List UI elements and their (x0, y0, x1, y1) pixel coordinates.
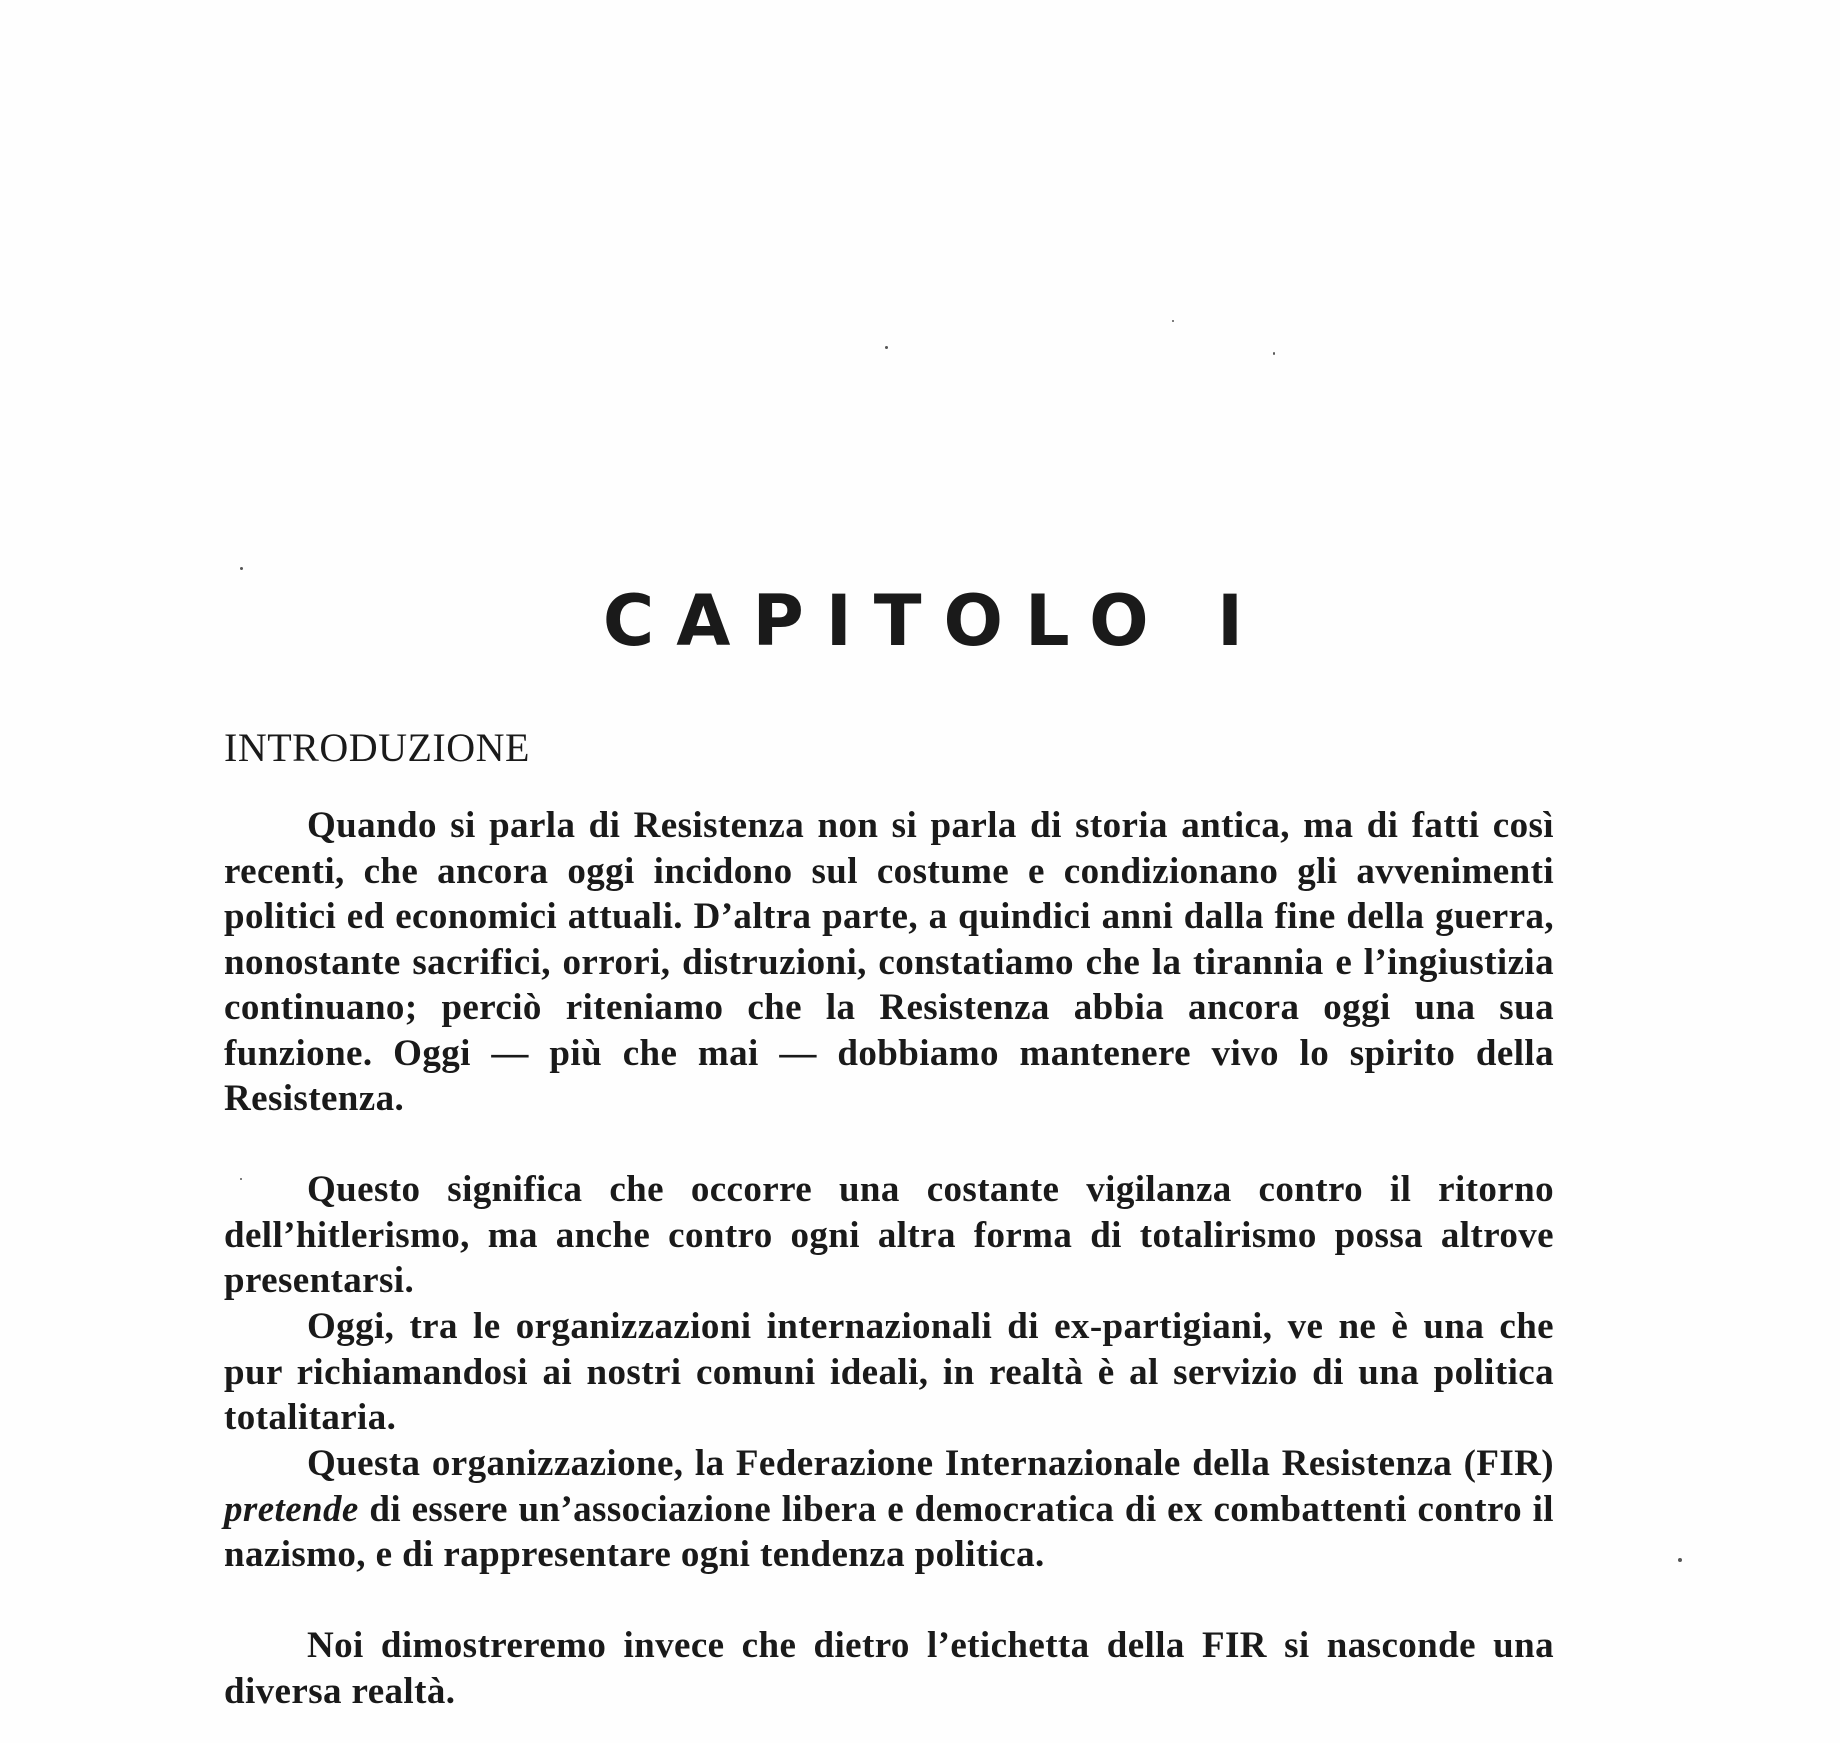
scan-speck (1678, 1558, 1682, 1562)
paragraph-3: Oggi, tra le organizzazioni internazionali di ex-partigiani, ve ne è una che pur richiamandosi ai nostri comuni ideali, in realtà è al servizio di una politica totalitaria. (224, 1306, 1554, 1438)
paragraph-2: Questo significa che occorre una costante vigilanza contro il ritorno dell’hitlerismo, ma anche contro ogni altra forma di totalirismo possa altrove presentarsi. (224, 1169, 1554, 1301)
paragraph-4-end: di essere un’associazione libera e democratica di ex combattenti contro il nazismo, e di rappresentare ogni tendenza politica. (224, 1488, 1554, 1575)
paragraph-1: Quando si parla di Resistenza non si parla di storia antica, ma di fatti così recenti, che ancora oggi incidono sul costume e condizionano gli avvenimenti politici ed economici attuali. D’altra parte, a quindici anni dalla fine della guerra, nonostante sacrifici, orrori, distruzioni, constatiamo che la tirannia e l’ingiustizia continuano; perciò riteniamo che la Resistenza abbia ancora oggi una sua funzione. Oggi — più che mai — dobbiamo mantenere vivo lo spirito della Resistenza. (224, 805, 1554, 1119)
paragraph-4-start: Questa organizzazione, la Federazione Internazionale della Resistenza (FIR) (307, 1443, 1554, 1484)
paragraph-5: Noi dimostreremo invece che dietro l’etichetta della FIR si nasconde una diversa realtà. (224, 1625, 1554, 1712)
scan-speck (240, 1178, 242, 1180)
paragraph-4 (224, 1441, 1554, 1578)
scan-speck (1172, 320, 1174, 322)
scan-speck (240, 567, 243, 570)
scan-speck (885, 346, 888, 349)
section-heading: INTRODUZIONE (224, 725, 530, 770)
chapter-title: CAPITOLO I (602, 580, 1266, 662)
scan-speck (1273, 352, 1275, 355)
paragraph-4-emphasis: pretende (224, 1488, 359, 1530)
